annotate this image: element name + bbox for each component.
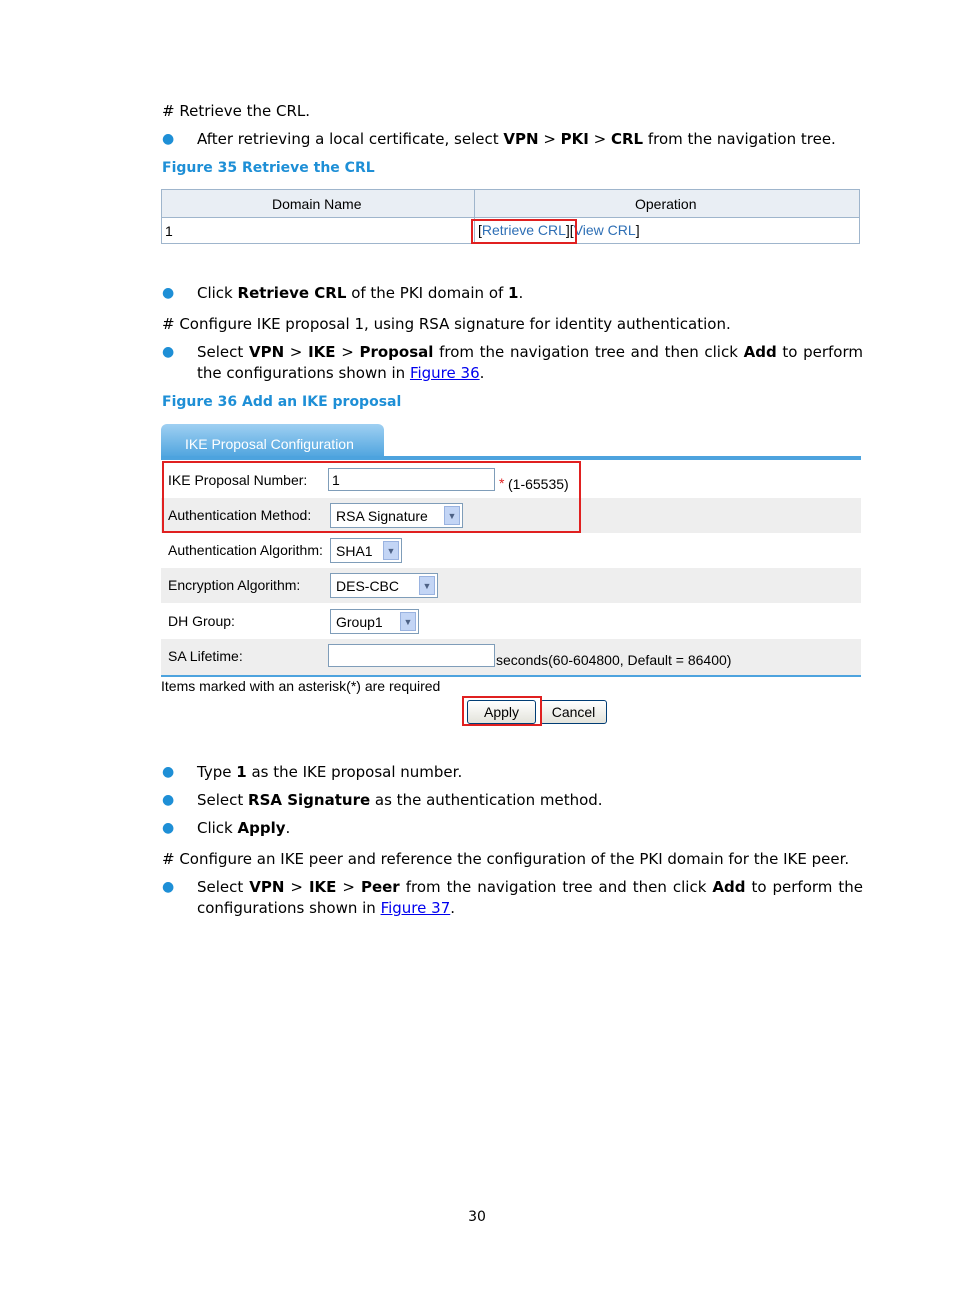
bullet-item — [162, 877, 863, 919]
cancel-button[interactable]: Cancel — [540, 700, 607, 724]
auth-method-label: Authentication Method: — [168, 507, 312, 523]
chevron-down-icon: ▼ — [383, 541, 399, 560]
retrieve-crl-link[interactable]: Retrieve CRL — [481, 222, 566, 238]
bullet-icon: ● — [162, 879, 175, 895]
select-value: SHA1 — [336, 543, 373, 559]
bullet-text: After retrieving a local certificate, select VPN > PKI > CRL from the navigation tree. — [197, 130, 836, 148]
dh-group-label: DH Group: — [168, 613, 235, 629]
chevron-down-icon: ▼ — [444, 506, 460, 525]
required-asterisk: * — [499, 475, 505, 491]
figure-36-caption: Figure 36 Add an IKE proposal — [162, 394, 402, 410]
bullet-item — [162, 342, 863, 384]
bullet-text: Click Retrieve CRL of the PKI domain of 1. — [197, 284, 524, 302]
tab-underline — [161, 456, 861, 460]
form-row-encryption — [161, 568, 861, 603]
figure-36-link[interactable]: Figure 36 — [409, 364, 480, 382]
form-row-auth-algorithm — [161, 533, 861, 568]
figure-37-link[interactable]: Figure 37 — [380, 899, 451, 917]
encryption-label: Encryption Algorithm: — [168, 577, 301, 593]
bullet-icon: ● — [162, 764, 175, 780]
encryption-select[interactable] — [330, 573, 438, 598]
operation-cell: [Retrieve CRL][View CRL] — [478, 222, 640, 238]
form-row-dh-group — [161, 604, 861, 639]
figure-35-caption: Figure 35 Retrieve the CRL — [162, 160, 375, 176]
dh-group-select[interactable] — [330, 609, 419, 634]
bullet-text: Select VPN > IKE > Peer from the navigation tree and then click Add to perform the configurations shown in Figure 37. — [197, 878, 863, 917]
tab-label: IKE Proposal Configuration — [185, 436, 354, 452]
select-value: Group1 — [336, 614, 383, 630]
bullet-text: Select VPN > IKE > Proposal from the navigation tree and then click Add to perform the configurations shown in Figure 36. — [197, 343, 863, 382]
proposal-number-hint: (1-65535) — [508, 476, 569, 492]
domain-name-cell: 1 — [165, 223, 173, 239]
bullet-item — [162, 129, 863, 150]
tab-ike-proposal-configuration[interactable] — [161, 424, 384, 458]
sa-lifetime-input[interactable] — [328, 644, 495, 667]
paragraph-ike-peer: # Configure an IKE peer and reference the configuration of the PKI domain for the IKE peer. — [162, 850, 850, 868]
input-value: 1 — [332, 472, 340, 488]
highlight-proposal-fields — [162, 461, 581, 533]
highlight-apply-button — [462, 696, 542, 726]
apply-button[interactable]: Apply — [467, 700, 536, 724]
column-header-operation: Operation — [635, 196, 697, 212]
sa-lifetime-hint: seconds(60-604800, Default = 86400) — [496, 652, 732, 668]
bullet-icon: ● — [162, 820, 175, 836]
sa-lifetime-label: SA Lifetime: — [168, 648, 243, 664]
chevron-down-icon: ▼ — [419, 576, 435, 595]
bullet-icon: ● — [162, 131, 175, 147]
bullet-item — [162, 283, 863, 304]
bullet-icon: ● — [162, 344, 175, 360]
bullet-icon: ● — [162, 792, 175, 808]
bullet-item — [162, 790, 863, 811]
bullet-item — [162, 818, 863, 839]
page-number: 30 — [468, 1209, 486, 1225]
column-header-domain: Domain Name — [272, 196, 362, 212]
view-crl-link[interactable]: View CRL — [573, 222, 636, 238]
bullet-text: Click Apply. — [197, 819, 291, 837]
bullet-text: Select RSA Signature as the authentication method. — [197, 791, 603, 809]
bullet-item — [162, 762, 863, 783]
paragraph-ike-proposal: # Configure IKE proposal 1, using RSA signature for identity authentication. — [162, 315, 731, 333]
table-header — [162, 190, 859, 218]
form-row-sa-lifetime — [161, 639, 861, 675]
auth-algorithm-select[interactable] — [330, 538, 402, 563]
intro-text: # Retrieve the CRL. — [162, 102, 311, 120]
required-note: Items marked with an asterisk(*) are required — [161, 678, 441, 694]
bullet-icon: ● — [162, 285, 175, 301]
select-value: RSA Signature — [336, 508, 428, 524]
bullet-text: Type 1 as the IKE proposal number. — [197, 763, 463, 781]
auth-algorithm-label: Authentication Algorithm: — [168, 542, 323, 558]
proposal-number-label: IKE Proposal Number: — [168, 472, 308, 488]
select-value: DES-CBC — [336, 578, 400, 594]
highlight-retrieve-crl — [471, 219, 577, 244]
form-bottom-line — [161, 675, 861, 677]
chevron-down-icon: ▼ — [400, 612, 416, 631]
